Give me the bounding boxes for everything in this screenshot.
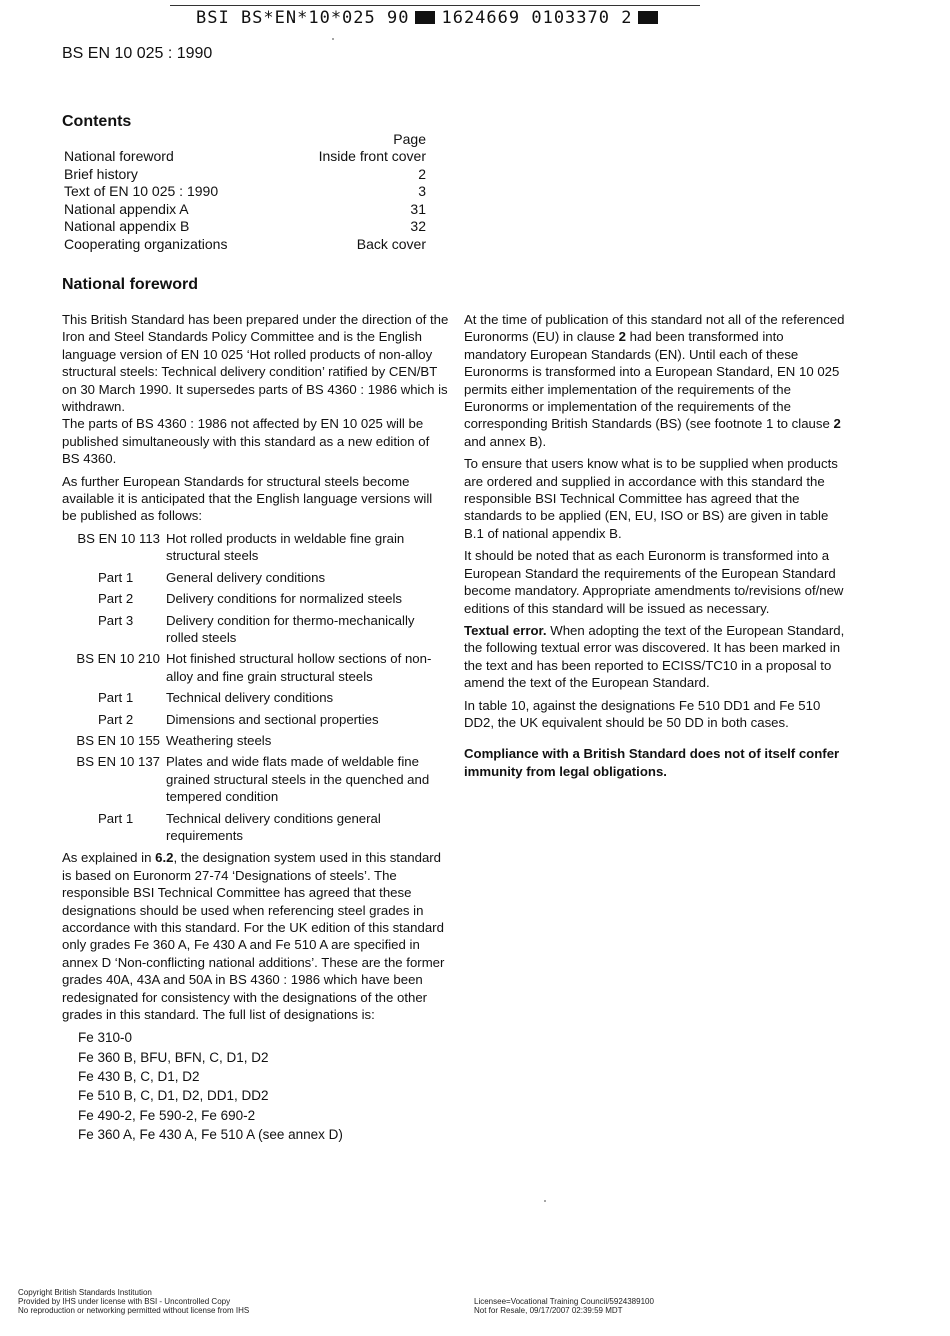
publication-title: Hot finished structural hollow sections of non-alloy and fine grain structural steels: [166, 651, 432, 684]
text-run: When adopting the text of the European Standard, the following textual error was discovered. It has been marked in the text and has been reported to ECISS/TC10 in a proposal to amend the text of the European Standard.: [464, 622, 845, 691]
contents-row: [64, 218, 426, 236]
contents-entry-page: Inside front cover: [318, 148, 426, 164]
footer-right: [474, 1297, 654, 1315]
clause-ref: 2: [618, 329, 626, 345]
contents-entry-label: National foreword: [64, 148, 174, 164]
contents-row: [64, 236, 426, 254]
contents-row: [64, 183, 426, 201]
publication-code: BS EN 10 210: [76, 651, 160, 667]
footer-line: Not for Resale, 09/17/2007 02:39:59 MDT: [474, 1306, 623, 1315]
black-block-mark-end: [638, 11, 658, 24]
publication-code: Part 1: [98, 690, 134, 706]
foreword-title: National foreword: [62, 276, 199, 293]
publication-code: Part 2: [98, 591, 134, 607]
foreword-paragraph: It should be noted that as each Euronorm is transformed into a European Standard the requirements of the European Standard become mandatory. Appropriate amendments to/revisions of/new editions of this standard will be issued as necessary.: [464, 548, 844, 616]
publication-item: [62, 732, 450, 749]
foreword-paragraph: As further European Standards for structural steels become available it is anticipated that the English language versions will be published as follows:: [62, 473, 433, 524]
text-run: , the designation system used in this standard is based on Euronorm 27-74 ‘Designations of steels’. The responsible BSI Technical Committee has agreed that these designations should be used when referencing steel grades in accordance with this standard. For the UK edition of this standard only grades Fe 360 A, Fe 430 A and Fe 510 A are specified in annex D ‘Non-conflicting national additions’. These are the former grades 40A, 43A and 50A in BS 4360 : 1986 which have been redesignated for consistency with the designations of the other grades in this standard. The full list of designations is:: [62, 850, 445, 1023]
black-block-mark: [415, 11, 435, 24]
footer-line: No reproduction or networking permitted without license from IHS: [18, 1306, 250, 1315]
contents-row: [64, 166, 426, 184]
textual-error-label: Textual error.: [464, 622, 547, 638]
publication-code: Part 2: [98, 711, 134, 727]
publication-title: Delivery conditions for normalized steels: [166, 591, 403, 607]
contents-entry-label: National appendix A: [64, 200, 189, 217]
scan-speck: [544, 1200, 546, 1202]
publication-code: Part 1: [98, 810, 134, 826]
publication-title: General delivery conditions: [166, 569, 326, 585]
clause-ref: 2: [833, 416, 841, 432]
header-rule: [170, 5, 700, 6]
publication-title: Dimensions and sectional properties: [166, 711, 379, 727]
grade-list: [78, 1028, 450, 1144]
contents-entry-label: National appendix B: [64, 218, 190, 235]
text-run: As explained in: [62, 850, 156, 866]
publication-item: [62, 612, 450, 647]
header-code-left: BSI BS*EN*10*025 90: [196, 8, 410, 28]
footer-line: Copyright British Standards Institution: [18, 1288, 152, 1297]
text-run: and annex B).: [464, 433, 547, 449]
text-run: had been transformed into mandatory European Standards (EN). Until each of these Euronorms is transformed into a European Standard, EN 10 025 permits either implementation of the requirements of the Euronorms or implementation of the requirements of the corresponding British Standards (BS) (see footnote 1 to clause: [464, 329, 840, 432]
publication-item: [62, 689, 450, 706]
contents-entry-page: 2: [418, 165, 426, 182]
header-code: [196, 8, 664, 28]
contents-row: [64, 148, 426, 166]
contents-entry-page: 31: [410, 200, 426, 217]
contents-page-label: Page: [393, 131, 426, 147]
publication-title: Delivery condition for thermo-mechanically rolled steels: [166, 612, 415, 645]
footer-left: [18, 1288, 249, 1315]
compliance-text: Compliance with a British Standard does not of itself confer immunity from legal obligations.: [464, 746, 840, 779]
foreword-paragraph: The parts of BS 4360 : 1986 not affected by EN 10 025 will be published simultaneously with this standard as a new edition of BS 4360.: [62, 416, 430, 467]
grade-item: Fe 310-0: [78, 1030, 133, 1046]
foreword-paragraph: This British Standard has been prepared under the direction of the Iron and Steel Standards Policy Committee and is the English language version of EN 10 025 ‘Hot rolled products of non-alloy structural steels: Technical delivery condition’ ratified by CEN/BT on 30 March 1990. It supersedes parts of BS 4360 : 1986 which is withdrawn.: [62, 312, 449, 415]
compliance-statement: [464, 745, 846, 780]
foreword-paragraph-euronorms: [464, 311, 846, 450]
publication-item: [62, 810, 450, 845]
contents-row: [64, 201, 426, 219]
publication-code: BS EN 10 113: [77, 530, 160, 546]
footer-line: Provided by IHS under license with BSI - Uncontrolled Copy: [18, 1297, 231, 1306]
publication-title: Plates and wide flats made of weldable fine grained structural steels in the quenched and tempered condition: [166, 754, 430, 805]
publication-code: BS EN 10 137: [76, 754, 160, 770]
contents-entry-label: Text of EN 10 025 : 1990: [64, 183, 219, 200]
foreword-left-column: [62, 311, 450, 1144]
publication-item: [62, 753, 450, 805]
publication-title: Hot rolled products in weldable fine grain structural steels: [166, 530, 405, 564]
contents-entry-label: Cooperating organizations: [64, 235, 228, 252]
foreword-paragraph: To ensure that users know what is to be supplied when products are ordered and supplied in accordance with this standard the responsible BSI Technical Committee has agreed that the standards to be applied (EN, EU, ISO or BS) are given in table B.1 of national appendix B.: [464, 456, 838, 541]
publication-title: Technical delivery conditions: [166, 690, 334, 706]
grade-item: Fe 360 B, BFU, BFN, C, D1, D2: [78, 1049, 269, 1065]
text-run: At the time of publication of this standard not all of the referenced Euronorms (EU) in clause: [464, 312, 845, 345]
grade-item: Fe 360 A, Fe 430 A, Fe 510 A (see annex D): [78, 1126, 343, 1142]
publication-item: [62, 711, 450, 728]
contents-title: Contents: [62, 113, 132, 130]
textual-error-paragraph: [464, 622, 846, 692]
publication-code: Part 1: [98, 569, 134, 585]
contents-entry-page: 3: [418, 183, 426, 200]
grade-item: Fe 510 B, C, D1, D2, DD1, DD2: [78, 1088, 269, 1104]
publication-item: [62, 569, 450, 586]
publication-code: Part 3: [98, 612, 134, 628]
publication-title: Technical delivery conditions general requirements: [166, 810, 381, 843]
contents-entry-page: Back cover: [356, 235, 426, 252]
footer-line: Licensee=Vocational Training Council/5924389100: [474, 1297, 654, 1306]
contents-entry-page: 32: [410, 218, 426, 235]
foreword-right-column: [464, 311, 846, 785]
foreword-paragraph: In table 10, against the designations Fe 510 DD1 and Fe 510 DD2, the UK equivalent should be 50 DD in both cases.: [464, 697, 821, 730]
standard-number: BS EN 10 025 : 1990: [62, 45, 213, 62]
publication-code: BS EN 10 155: [76, 732, 160, 748]
header-code-right: 1624669 0103370 2: [441, 8, 633, 28]
grade-item: Fe 430 B, C, D1, D2: [78, 1069, 200, 1085]
foreword-paragraph-designations: [62, 849, 450, 1023]
publication-item: [62, 590, 450, 607]
publication-title: Weathering steels: [166, 732, 272, 748]
contents-table: [64, 130, 426, 254]
grade-item: Fe 490-2, Fe 590-2, Fe 690-2: [78, 1107, 256, 1123]
publication-item: [62, 530, 450, 565]
contents-entry-label: Brief history: [64, 165, 138, 182]
clause-ref: 6.2: [155, 850, 174, 866]
scan-speck: [332, 38, 334, 40]
publication-list: [62, 530, 450, 845]
publication-item: [62, 650, 450, 685]
